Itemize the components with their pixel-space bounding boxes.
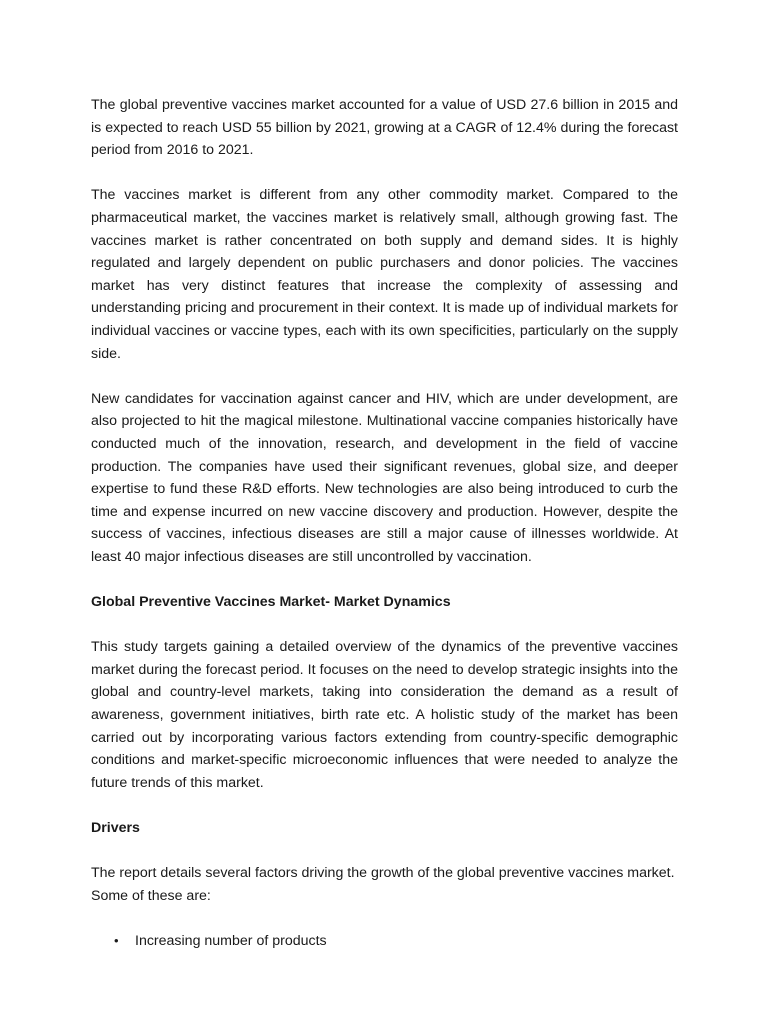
bullet-icon: • [114, 932, 119, 948]
list-item-text: Increasing number of products [135, 932, 327, 949]
paragraph-new-candidates: New candidates for vaccination against cancer and HIV, which are under development, are also projected to hit the magical milestone. Multinational vaccine companies historically have conducted much of the innovation, research, and development in the field of vaccine production. The companies have used their significant revenues, global size, and deeper expertise to fund these R&D efforts. New technologies are also being introduced to curb the time and expense incurred on new vaccine discovery and production. However, despite the success of vaccines, infectious diseases are still a major cause of illnesses worldwide. At least 40 major infectious diseases are still uncontrolled by vaccination. [91, 390, 678, 565]
paragraph-drivers-intro: The report details several factors driving the growth of the global preventive vaccines market. Some of these are: [91, 865, 675, 904]
heading-market-dynamics: Global Preventive Vaccines Market- Market Dynamics [91, 594, 451, 611]
paragraph-intro: The global preventive vaccines market accounted for a value of USD 27.6 billion in 2015 and is expected to reach USD 55 billion by 2021, growing at a CAGR of 12.4% during the forecast period from 2016 to 2021. [91, 97, 678, 159]
paragraph-market-difference: The vaccines market is different from any other commodity market. Compared to the pharmaceutical market, the vaccines market is relatively small, although growing fast. The vaccines market is rather concentrated on both supply and demand sides. It is highly regulated and largely dependent on public purchasers and donor policies. The vaccines market has very distinct features that increase the complexity of assessing and understanding pricing and procurement in their context. It is made up of individual markets for individual vaccines or vaccine types, each with its own specificities, particularly on the supply side. [91, 187, 678, 362]
drivers-list [91, 930, 678, 953]
heading-drivers: Drivers [91, 820, 140, 836]
paragraph-study-overview: This study targets gaining a detailed overview of the dynamics of the preventive vaccines market during the forecast period. It focuses on the need to develop strategic insights into the global and country-level markets, taking into consideration the demand as a result of awareness, government initiatives, birth rate etc. A holistic study of the market has been carried out by incorporating various factors extending from country-specific demographic conditions and market-specific microeconomic influences that were needed to analyze the future trends of this market. [91, 639, 678, 791]
list-item [91, 930, 678, 953]
